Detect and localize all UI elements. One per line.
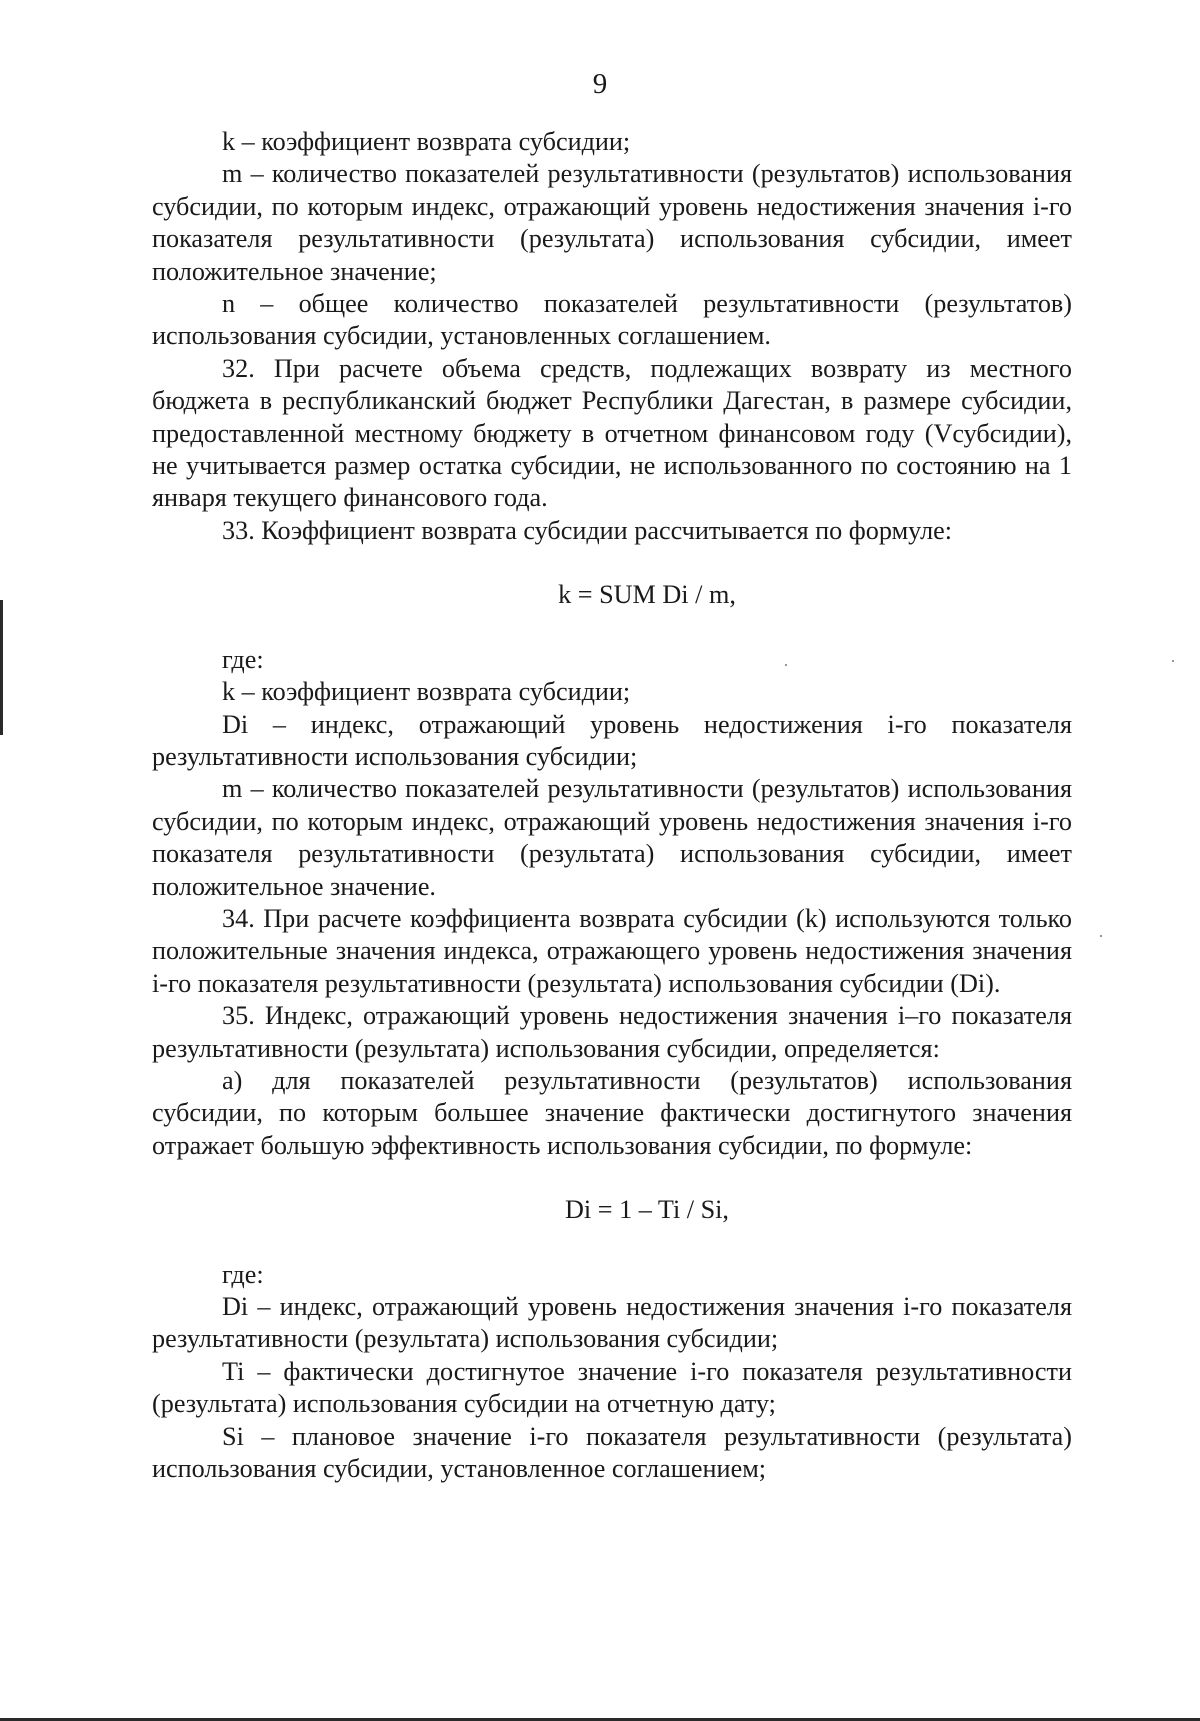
formula-di: Di = 1 – Ti / Si, <box>565 1195 729 1225</box>
paragraph-34: 34. При расчете коэффициента возврата субсидии (k) используются только положительные значения индекса, отражающего уровень недостижения значения i-го показателя результативности (результата) использования субсидии (Di). <box>152 903 1072 998</box>
paragraph-k-definition-2: k – коэффициент возврата субсидии; <box>222 677 631 707</box>
paragraph-35-a: а) для показателей результативности (результатов) использования субсидии, по которым большее значение фактически достигнутого значения отражает большую эффективность использования субсидии, по формуле: <box>152 1065 1072 1160</box>
document-body <box>152 126 1072 1485</box>
where-label-2: где: <box>222 1259 264 1289</box>
paragraph-si-definition: Si – плановое значение i-го показателя результативности (результата) использования субсидии, установленное соглашением; <box>152 1421 1072 1484</box>
where-label: где: <box>222 644 264 674</box>
paragraph-n-definition: n – общее количество показателей результативности (результатов) использования субсидии, установленных соглашением. <box>152 289 1072 351</box>
page-number: 9 <box>592 68 608 100</box>
formula-k: k = SUM Di / m, <box>558 580 736 610</box>
paragraph-m-definition-2: m – количество показателей результативности (результатов) использования субсидии, по которым индекс, отражающий уровень недостижения значения i-го показателя результативности (результата) использования субсидии, имеет положительное значение. <box>152 774 1072 901</box>
scan-speck <box>1100 935 1102 937</box>
paragraph-di-definition-2: Di – индекс, отражающий уровень недостижения значения i-го показателя результативности (результата) использования субсидии; <box>152 1292 1072 1354</box>
paragraph-k-definition: k – коэффициент возврата субсидии; <box>222 127 631 156</box>
paragraph-ti-definition: Ti – фактически достигнутое значение i-го показателя результативности (результата) использования субсидии на отчетную дату; <box>152 1356 1072 1419</box>
scan-edge-left <box>0 600 3 735</box>
paragraph-32: 32. При расчете объема средств, подлежащих возврату из местного бюджета в республиканский бюджет Республики Дагестан, в размере субсидии, предоставленной местному бюджету в отчетном финансовом году (Vсубсидии), не учитывается размер остатка субсидии, не использованного по состоянию на 1 января текущего финансового года. <box>152 353 1072 513</box>
paragraph-33: 33. Коэффициент возврата субсидии рассчитывается по формуле: <box>222 515 953 545</box>
paragraph-35: 35. Индекс, отражающий уровень недостижения значения i–го показателя результативности (результата) использования субсидии, определяется: <box>152 1001 1072 1063</box>
paragraph-m-definition: m – количество показателей результативности (результатов) использования субсидии, по которым индекс, отражающий уровень недостижения значения i-го показателя результативности (результата) использования субсидии, имеет положительное значение; <box>152 159 1072 286</box>
paragraph-di-definition: Di – индекс, отражающий уровень недостижения i-го показателя результативности использования субсидии; <box>152 709 1072 771</box>
scan-speck <box>785 664 787 666</box>
scan-speck <box>1172 660 1174 662</box>
